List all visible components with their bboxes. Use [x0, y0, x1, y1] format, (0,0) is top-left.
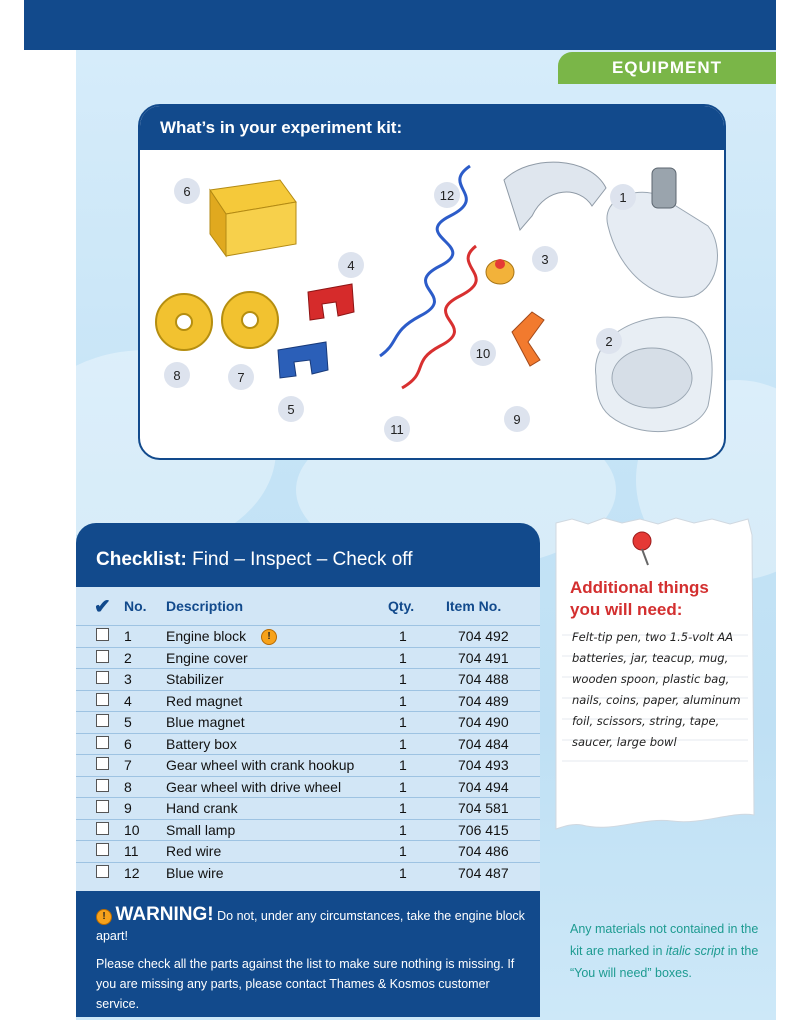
- row-number: 5: [124, 714, 132, 730]
- row-number: 4: [124, 692, 132, 709]
- kit-number-3: 3: [532, 246, 558, 272]
- row-number: 11: [124, 843, 139, 859]
- footnote: Any materials not contained in the kit are marked in italic script in the “You will need” boxes.: [570, 922, 759, 980]
- row-description: Gear wheel with crank hookup: [166, 757, 355, 773]
- row-number: 8: [124, 778, 132, 795]
- section-tab: EQUIPMENT: [558, 52, 776, 84]
- row-qty: 1: [399, 714, 407, 730]
- row-description: Red magnet: [166, 692, 243, 709]
- row-description: Hand crank: [166, 800, 238, 816]
- kit-illustration: [140, 106, 726, 460]
- row-qty: 1: [399, 628, 407, 644]
- hand-crank-illustration: [512, 312, 544, 366]
- row-qty: 1: [399, 800, 407, 816]
- row-number: 9: [124, 800, 132, 816]
- table-row: [76, 797, 540, 819]
- row-number: 3: [124, 671, 132, 687]
- warning-block: [96, 905, 526, 1014]
- table-row: [76, 733, 540, 755]
- row-checkbox[interactable]: [96, 693, 109, 706]
- kit-number-11: 11: [384, 416, 410, 442]
- small-lamp-illustration: [486, 259, 514, 284]
- gear-wheel-illustrations: [156, 292, 278, 350]
- row-qty: 1: [399, 864, 407, 881]
- row-item-number: 706 415: [458, 821, 509, 838]
- row-item-number: 704 488: [458, 671, 509, 687]
- row-description: Blue magnet: [166, 714, 245, 730]
- kit-number-2: 2: [596, 328, 622, 354]
- row-qty: 1: [399, 821, 407, 838]
- note-body: Felt-tip pen, two 1.5-volt AA batteries, jar, teacup, mug, wooden spoon, plastic bag, nails, coins, paper, aluminum foil, scissors, string, tape, saucer, large bowl: [572, 630, 741, 749]
- note-title: Additional things you will need:: [570, 578, 709, 619]
- row-number: 7: [124, 757, 132, 773]
- table-row: [76, 862, 540, 884]
- table-row: [76, 690, 540, 712]
- row-checkbox[interactable]: [96, 779, 109, 792]
- row-qty: 1: [399, 778, 407, 795]
- row-checkbox[interactable]: [96, 671, 109, 684]
- kit-number-9: 9: [504, 406, 530, 432]
- table-row: [76, 711, 540, 733]
- table-row: [76, 776, 540, 798]
- kit-number-8: 8: [164, 362, 190, 388]
- warning-text: Do not, under any circumstances, take the engine block apart!: [96, 909, 525, 943]
- warning-icon: !: [261, 629, 277, 645]
- row-item-number: 704 581: [458, 800, 509, 816]
- row-qty: 1: [399, 843, 407, 859]
- row-description: Battery box: [166, 735, 237, 752]
- table-row: [76, 840, 540, 862]
- row-checkbox[interactable]: [96, 822, 109, 835]
- kit-panel: [138, 104, 726, 460]
- row-checkbox[interactable]: [96, 628, 109, 641]
- row-number: 2: [124, 649, 132, 666]
- row-number: 12: [124, 864, 140, 881]
- column-item-no: Item No.: [446, 598, 502, 614]
- kit-number-6: 6: [174, 178, 200, 204]
- kit-number-12: 12: [434, 182, 460, 208]
- row-checkbox[interactable]: [96, 865, 109, 878]
- kit-number-7: 7: [228, 364, 254, 390]
- row-checkbox[interactable]: [96, 757, 109, 770]
- row-number: 6: [124, 735, 132, 752]
- kit-number-5: 5: [278, 396, 304, 422]
- row-item-number: 704 487: [458, 864, 509, 881]
- blue-magnet-illustration: [278, 342, 328, 378]
- instructions-text: Please check all the parts against the list to make sure nothing is missing. If you are missing any parts, please contact Thames & Kosmos customer service.: [96, 957, 515, 1011]
- row-qty: 1: [399, 692, 407, 709]
- row-item-number: 704 486: [458, 843, 509, 859]
- kit-number-10: 10: [470, 340, 496, 366]
- column-qty: Qty.: [388, 598, 415, 614]
- table-row: [76, 754, 540, 776]
- row-description: Gear wheel with drive wheel: [166, 778, 342, 795]
- table-row: [76, 668, 540, 690]
- row-item-number: 704 490: [458, 714, 509, 730]
- row-item-number: 704 491: [458, 649, 509, 666]
- warning-heading: WARNING!: [115, 904, 214, 925]
- row-item-number: 704 489: [458, 692, 509, 709]
- row-description: Engine block: [166, 628, 247, 644]
- row-description: Red wire: [166, 843, 222, 859]
- row-description: Blue wire: [166, 864, 224, 881]
- top-banner: [24, 0, 776, 50]
- checklist-table: [76, 587, 540, 891]
- row-item-number: 704 494: [458, 778, 509, 795]
- checkmark-icon: ✔: [94, 596, 111, 618]
- row-item-number: 704 493: [458, 757, 509, 773]
- row-description: Small lamp: [166, 821, 236, 838]
- row-checkbox[interactable]: [96, 843, 109, 856]
- checklist-title: Checklist: Find – Inspect – Check off: [96, 549, 413, 570]
- table-row: [76, 647, 540, 669]
- kit-number-1: 1: [610, 184, 636, 210]
- stabilizer-illustration: [504, 162, 606, 230]
- column-no: No.: [124, 598, 147, 614]
- row-description: Stabilizer: [166, 671, 224, 687]
- table-row: [76, 819, 540, 841]
- additional-items-note: [552, 515, 756, 833]
- table-row: [76, 625, 540, 647]
- row-qty: 1: [399, 649, 407, 666]
- row-checkbox[interactable]: [96, 736, 109, 749]
- row-item-number: 704 492: [458, 628, 509, 644]
- row-checkbox[interactable]: [96, 714, 109, 727]
- column-description: Description: [166, 598, 244, 614]
- battery-box-illustration: [210, 180, 296, 256]
- warning-icon: !: [96, 909, 112, 925]
- row-checkbox[interactable]: [96, 800, 109, 813]
- row-number: 10: [124, 821, 140, 838]
- table-header: [76, 587, 540, 625]
- red-magnet-illustration: [308, 284, 354, 320]
- row-checkbox[interactable]: [96, 650, 109, 663]
- checklist-panel: [76, 523, 540, 1017]
- kit-title: What’s in your experiment kit:: [140, 106, 724, 150]
- row-qty: 1: [399, 671, 407, 687]
- row-item-number: 704 484: [458, 735, 509, 752]
- row-description: Engine cover: [166, 649, 248, 666]
- row-number: 1: [124, 628, 132, 644]
- row-qty: 1: [399, 757, 407, 773]
- row-qty: 1: [399, 735, 407, 752]
- pushpin-icon: [628, 529, 658, 569]
- kit-number-4: 4: [338, 252, 364, 278]
